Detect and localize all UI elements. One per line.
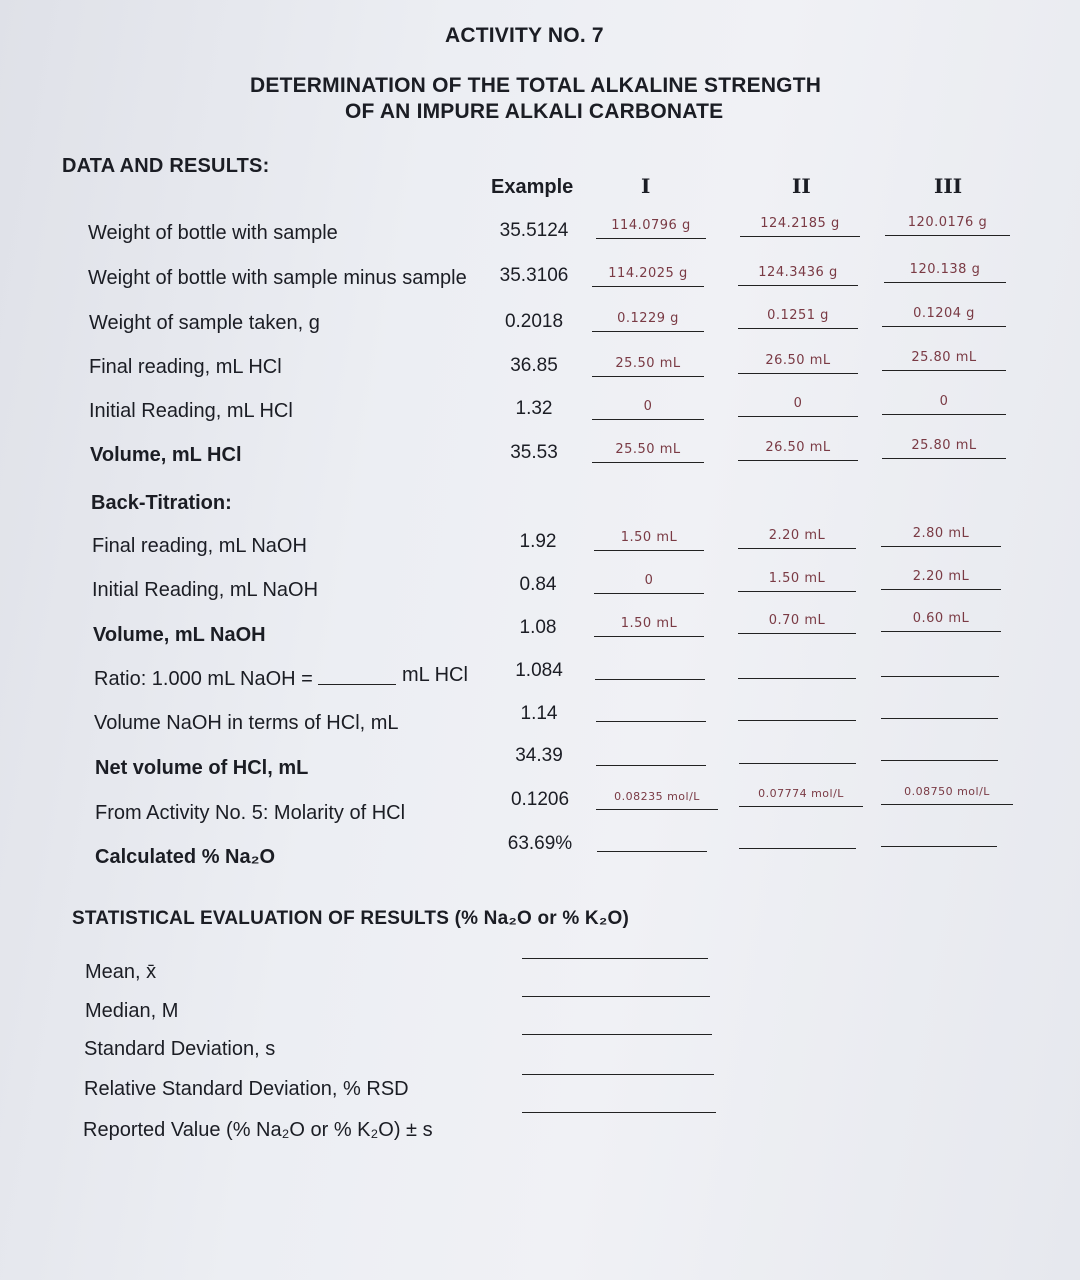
- trial-3-value: 25.80 mL: [882, 342, 1006, 371]
- stat-sd-blank: [522, 1034, 712, 1035]
- column-header-example: Example: [491, 176, 574, 198]
- row-label: Calculated % Na₂O: [95, 846, 276, 868]
- trial-3-value: [881, 690, 998, 719]
- column-header-trial-1: I: [641, 174, 651, 198]
- statistics-heading: STATISTICAL EVALUATION OF RESULTS (% Na₂O or % K₂O): [72, 908, 629, 929]
- title-line-1: DETERMINATION OF THE TOTAL ALKALINE STRENGTH: [250, 74, 822, 97]
- row-label: Initial Reading, mL HCl: [89, 400, 293, 422]
- trial-1-value: 0: [592, 391, 704, 420]
- trial-3-value: 120.138 g: [884, 254, 1006, 283]
- example-value: 1.084: [515, 660, 563, 681]
- ratio-unit: mL HCl: [402, 664, 468, 686]
- trial-1-value: 25.50 mL: [592, 348, 704, 377]
- trial-2-value: [738, 650, 856, 679]
- trial-2-value: 2.20 mL: [738, 520, 856, 549]
- trial-1-value: 1.50 mL: [594, 522, 704, 551]
- stat-median-blank: [522, 996, 710, 997]
- trial-2-value: [739, 820, 856, 849]
- back-titration-heading: Back-Titration:: [91, 492, 232, 514]
- example-value: 63.69%: [507, 833, 573, 854]
- column-header-trial-3: III: [934, 174, 963, 198]
- row-label: Final reading, mL HCl: [89, 356, 282, 378]
- trial-1-value: 0.08235 mol/L: [596, 781, 718, 810]
- stat-mean-label: Mean, x̄: [85, 961, 157, 983]
- example-value: 35.53: [510, 442, 558, 463]
- trial-3-value: [881, 648, 999, 677]
- section-heading: DATA AND RESULTS:: [62, 155, 270, 177]
- example-value: 1.92: [519, 531, 557, 552]
- stat-rsd-blank: [522, 1074, 714, 1075]
- trial-3-value: 0.60 mL: [881, 603, 1001, 632]
- row-label: Final reading, mL NaOH: [92, 535, 307, 557]
- stat-median-label: Median, M: [85, 1000, 179, 1022]
- trial-3-value: 25.80 mL: [882, 430, 1006, 459]
- trial-3-value: [881, 818, 997, 847]
- example-value: 1.32: [515, 398, 553, 419]
- stat-reported-blank: [522, 1112, 716, 1113]
- example-value: 36.85: [510, 355, 558, 376]
- trial-1-value: 0.1229 g: [592, 303, 704, 332]
- trial-2-value: 124.3436 g: [738, 257, 858, 286]
- row-label: Volume NaOH in terms of HCl, mL: [94, 712, 399, 734]
- trial-2-value: 26.50 mL: [738, 432, 858, 461]
- row-label: Volume, mL NaOH: [93, 624, 266, 646]
- example-value: 35.3106: [499, 265, 569, 286]
- example-value: 0.84: [519, 574, 557, 595]
- trial-3-value: 2.80 mL: [881, 518, 1001, 547]
- title-line-2: OF AN IMPURE ALKALI CARBONATE: [345, 100, 724, 123]
- trial-1-value: [597, 823, 707, 852]
- stat-reported-label: Reported Value (% Na₂O or % K₂O) ± s: [83, 1119, 433, 1141]
- trial-3-value: 120.0176 g: [885, 207, 1010, 236]
- trial-3-value: 0: [882, 386, 1006, 415]
- trial-1-value: [595, 651, 705, 680]
- trial-3-value: 2.20 mL: [881, 561, 1001, 590]
- ratio-blank: [318, 684, 396, 685]
- row-label: Ratio: 1.000 mL NaOH =: [94, 668, 313, 690]
- trial-2-value: 0.07774 mol/L: [739, 778, 863, 807]
- trial-3-value: 0.1204 g: [882, 298, 1006, 327]
- trial-1-value: [596, 737, 706, 766]
- example-value: 0.2018: [504, 311, 564, 332]
- column-header-trial-2: II: [792, 174, 811, 198]
- trial-2-value: 0.1251 g: [738, 300, 858, 329]
- row-label: Net volume of HCl, mL: [95, 757, 309, 779]
- row-label: Weight of bottle with sample minus sample: [88, 267, 467, 289]
- activity-number: ACTIVITY NO. 7: [445, 24, 604, 47]
- trial-1-value: 25.50 mL: [592, 434, 704, 463]
- stat-rsd-label: Relative Standard Deviation, % RSD: [84, 1078, 409, 1100]
- trial-1-value: 1.50 mL: [594, 608, 704, 637]
- example-value: 0.1206: [510, 789, 570, 810]
- row-label: Weight of bottle with sample: [88, 222, 338, 244]
- trial-2-value: 124.2185 g: [740, 208, 860, 237]
- row-label: Weight of sample taken, g: [89, 312, 320, 334]
- trial-2-value: 1.50 mL: [738, 563, 856, 592]
- example-value: 1.14: [520, 703, 558, 724]
- example-value: 34.39: [515, 745, 563, 766]
- example-value: 35.5124: [499, 220, 569, 241]
- trial-2-value: [738, 692, 856, 721]
- row-label: From Activity No. 5: Molarity of HCl: [95, 802, 406, 824]
- trial-2-value: 26.50 mL: [738, 345, 858, 374]
- trial-1-value: 0: [594, 565, 704, 594]
- example-value: 1.08: [519, 617, 557, 638]
- trial-1-value: 114.2025 g: [592, 258, 704, 287]
- stat-sd-label: Standard Deviation, s: [84, 1038, 276, 1060]
- trial-2-value: 0.70 mL: [738, 605, 856, 634]
- trial-3-value: 0.08750 mol/L: [881, 776, 1013, 805]
- stat-mean-blank: [522, 958, 708, 959]
- trial-1-value: 114.0796 g: [596, 210, 706, 239]
- row-label: Initial Reading, mL NaOH: [92, 579, 319, 601]
- trial-2-value: [739, 735, 856, 764]
- trial-1-value: [596, 693, 706, 722]
- row-label: Volume, mL HCl: [90, 444, 242, 466]
- trial-3-value: [881, 732, 998, 761]
- trial-2-value: 0: [738, 388, 858, 417]
